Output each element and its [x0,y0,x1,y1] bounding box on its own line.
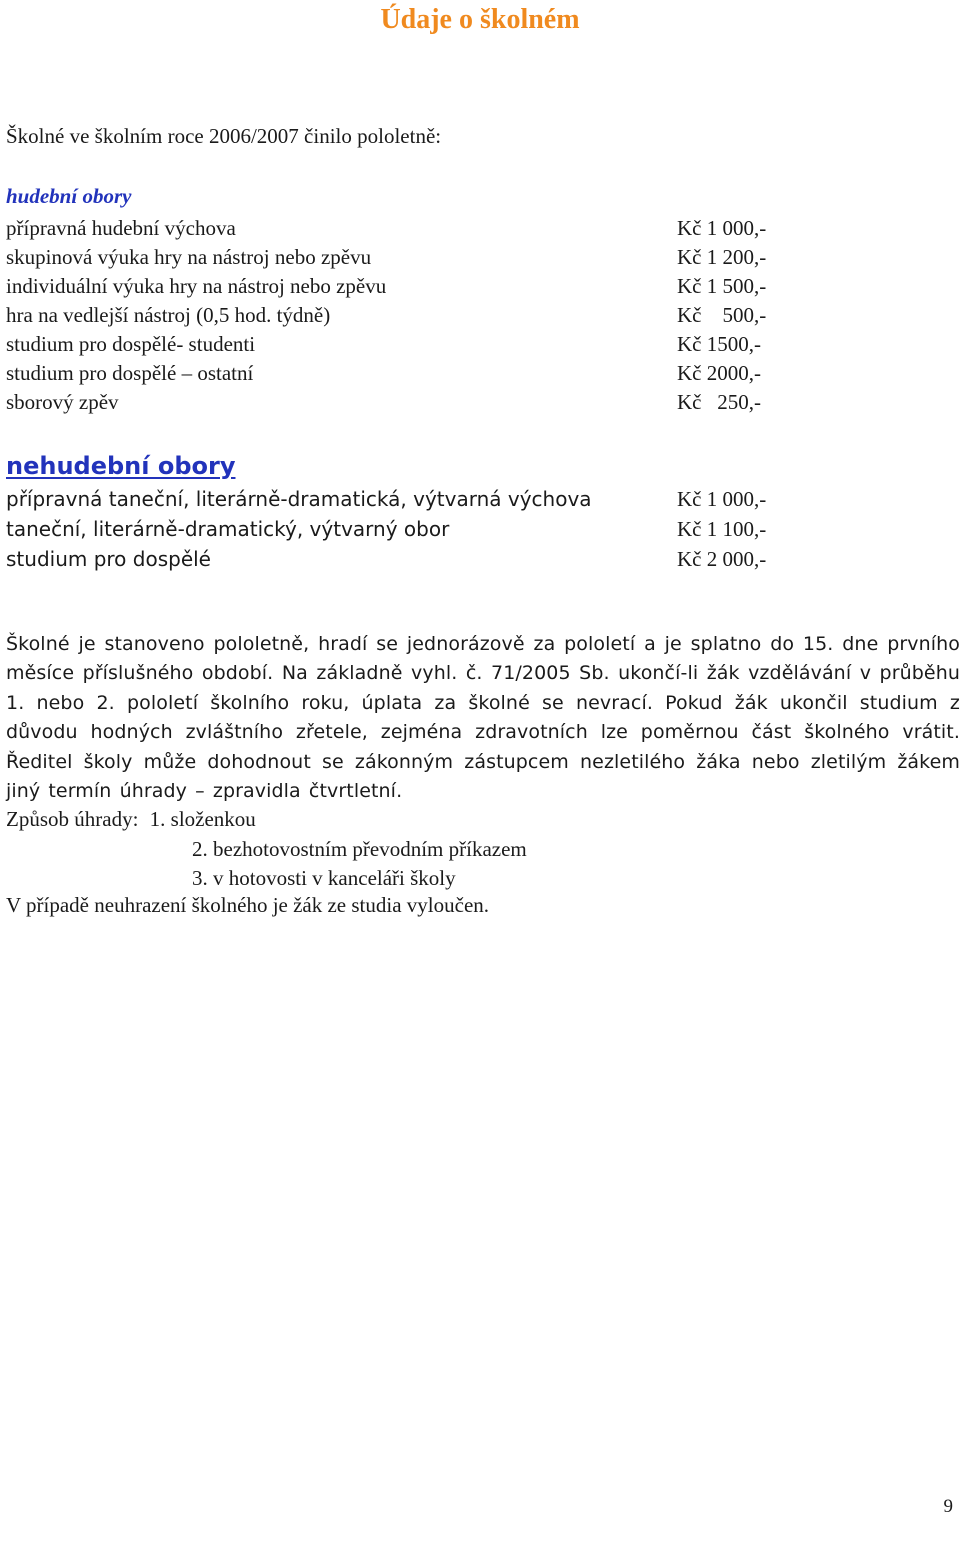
fee-amount: Kč 1 100,- [677,517,767,541]
nonmusic-fee-list [6,484,826,574]
payment-method: 3. v hotovosti v kanceláři školy [192,866,456,890]
intro-text: Školné ve školním roce 2006/2007 činilo pololetně: [6,124,442,148]
fee-amount: Kč 2000,- [677,361,761,385]
fee-amount: Kč 1 200,- [677,245,767,269]
fee-row [6,272,826,301]
closing-statement: V případě neuhrazení školného je žák ze studia vyloučen. [6,893,490,917]
fee-label: studium pro dospělé- studenti [6,332,256,356]
fee-label: skupinová výuka hry na nástroj nebo zpěvu [6,245,372,269]
payment-label: Způsob úhrady: [6,807,139,831]
fee-amount: Kč 1 500,- [677,274,767,298]
fee-label: studium pro dospělé [6,547,211,571]
fee-row [6,514,826,544]
fee-label: studium pro dospělé – ostatní [6,361,254,385]
page-number: 9 [943,1496,953,1517]
fee-label: hra na vedlejší nástroj (0,5 hod. týdně) [6,303,331,327]
fee-row [6,214,826,243]
fee-label: individuální výuka hry na nástroj nebo zpěvu [6,274,387,298]
fee-amount: Kč 2 000,- [677,547,767,571]
fee-row [6,484,826,514]
fee-row [6,544,826,574]
payment-methods [6,805,527,894]
nonmusic-section-heading: nehudební obory [6,452,236,480]
fee-label: přípravná taneční, literárně-dramatická, výtvarná výchova [6,487,592,511]
fee-amount: Kč 1 000,- [677,216,767,240]
music-section-heading: hudební obory [6,184,132,208]
fee-amount: Kč 500,- [677,303,767,327]
payment-method-row [6,835,527,865]
payment-method: 1. složenkou [149,807,256,831]
fee-amount: Kč 1 000,- [677,487,767,511]
payment-method-row [6,805,527,835]
fee-notice-paragraph: Školné je stanoveno pololetně, hradí se jednorázově za pololetí a je splatno do 15. dne prvního měsíce příslušného období. Na základně vyhl. č. 71/2005 Sb. ukončí-li žák vzdělávání v průběhu 1. nebo 2. pololetí školního roku, úplata za školné se nevrací. Pokud žák ukončil studium z důvodu hodných zvláštního zřetele, zejména zdravotních lze poměrnou část školného vrátit. Ředitel školy může dohodnout se zákonným zástupcem nezletilého žáka nebo zletilým žákem jiný termín úhrady – zpravidla čtvrtletní. [6,633,960,803]
music-fee-list [6,214,826,417]
fee-row [6,388,826,417]
payment-method: 2. bezhotovostním převodním příkazem [192,836,527,861]
fee-label: sborový zpěv [6,390,119,414]
fee-row [6,301,826,330]
payment-method-row [6,864,527,894]
fee-label: přípravná hudební výchova [6,216,236,240]
fee-amount: Kč 250,- [677,390,761,414]
fee-label: taneční, literárně-dramatický, výtvarný obor [6,517,450,541]
page-title: Údaje o školném [380,4,580,35]
fee-row [6,243,826,272]
fee-row [6,330,826,359]
fee-row [6,359,826,388]
fee-amount: Kč 1500,- [677,332,761,356]
